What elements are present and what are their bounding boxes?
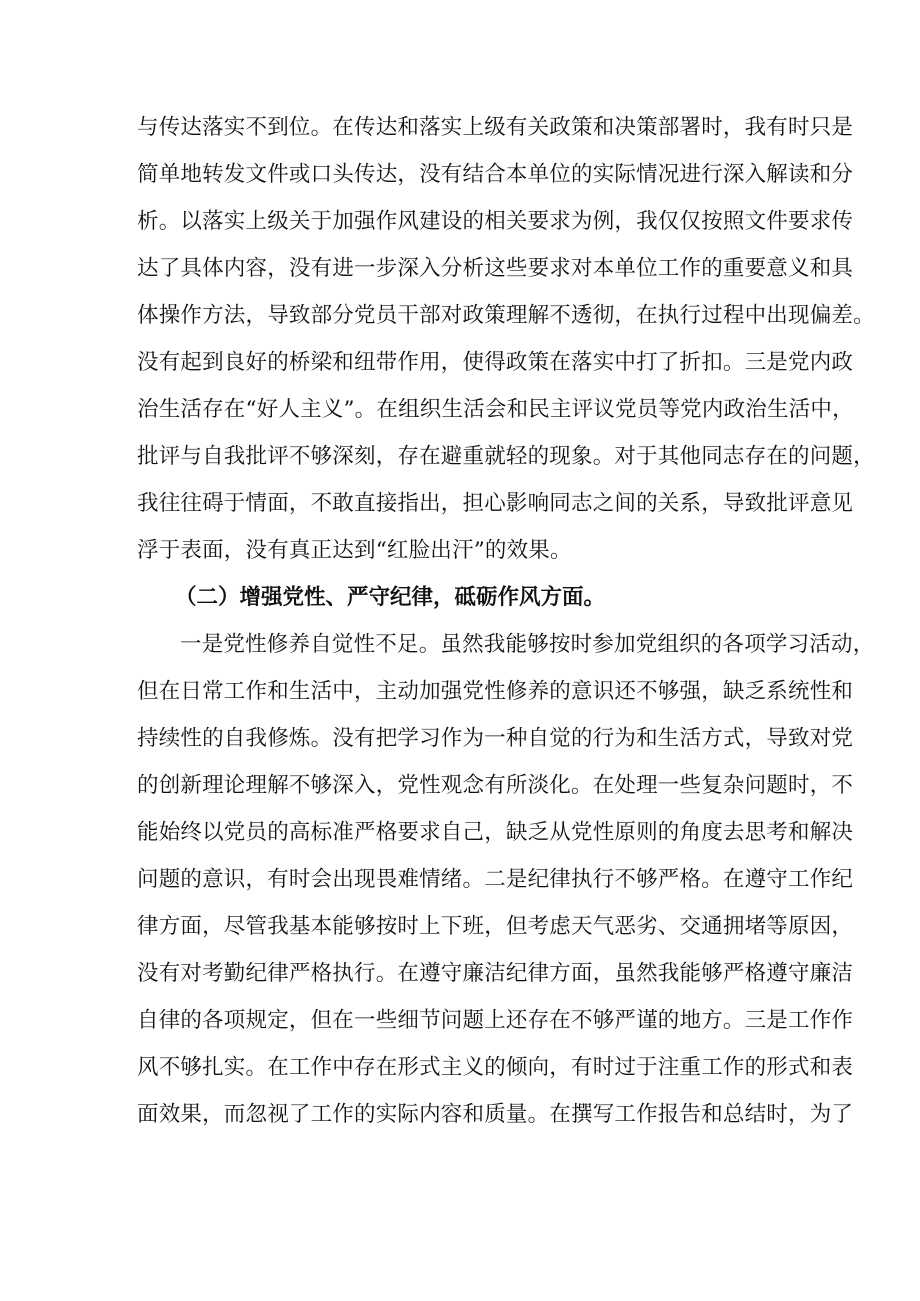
text-line: 浮于表面，没有真正达到“红脸出汗”的效果。 [137,538,572,563]
text-line: 批评与自我批评不够深刻，存在避重就轻的现象。对于其他同志存在的问题， [137,444,875,469]
text-line: 律方面，尽管我基本能够按时上下班，但考虑天气恶劣、交通拥堵等原因， [137,914,854,939]
text-line: 没有起到良好的桥梁和纽带作用，使得政策在落实中打了折扣。三是党内政 [137,350,854,375]
text-line: 一是党性修养自觉性不足。虽然我能够按时参加党组织的各项学习活动， [180,632,875,657]
text-line: 面效果，而忽视了工作的实际内容和质量。在撰写工作报告和总结时，为了 [137,1102,854,1127]
text-line: 的创新理论理解不够深入，党性观念有所淡化。在处理一些复杂问题时，不 [137,773,854,798]
text-line: 没有对考勤纪律严格执行。在遵守廉洁纪律方面，虽然我能够严格遵守廉洁 [137,961,854,986]
section-heading: （二）增强党性、严守纪律，砥砺作风方面。 [175,585,606,610]
text-line: 达了具体内容，没有进一步深入分析这些要求对本单位工作的重要意义和具 [137,256,854,281]
text-line: 持续性的自我修炼。没有把学习作为一种自觉的行为和生活方式，导致对党 [137,726,854,751]
text-line: 自律的各项规定，但在一些细节问题上还存在不够严谨的地方。三是工作作 [137,1008,854,1033]
text-line: 能始终以党员的高标准严格要求自己，缺乏从党性原则的角度去思考和解决 [137,820,854,845]
text-line: 问题的意识，有时会出现畏难情绪。二是纪律执行不够严格。在遵守工作纪 [137,867,854,892]
text-line: 风不够扎实。在工作中存在形式主义的倾向，有时过于注重工作的形式和表 [137,1055,854,1080]
text-line: 体操作方法，导致部分党员干部对政策理解不透彻，在执行过程中出现偏差。 [137,303,875,328]
text-line: 析。以落实上级关于加强作风建设的相关要求为例，我仅仅按照文件要求传 [137,209,854,234]
text-line: 我往往碍于情面，不敢直接指出，担心影响同志之间的关系，导致批评意见 [137,491,854,516]
text-line: 但在日常工作和生活中，主动加强党性修养的意识还不够强，缺乏系统性和 [137,679,854,704]
text-line: 治生活存在“好人主义”。在组织生活会和民主评议党员等党内政治生活中， [137,397,854,422]
text-line: 简单地转发文件或口头传达，没有结合本单位的实际情况进行深入解读和分 [137,162,854,187]
text-line: 与传达落实不到位。在传达和落实上级有关政策和决策部署时，我有时只是 [137,115,854,140]
